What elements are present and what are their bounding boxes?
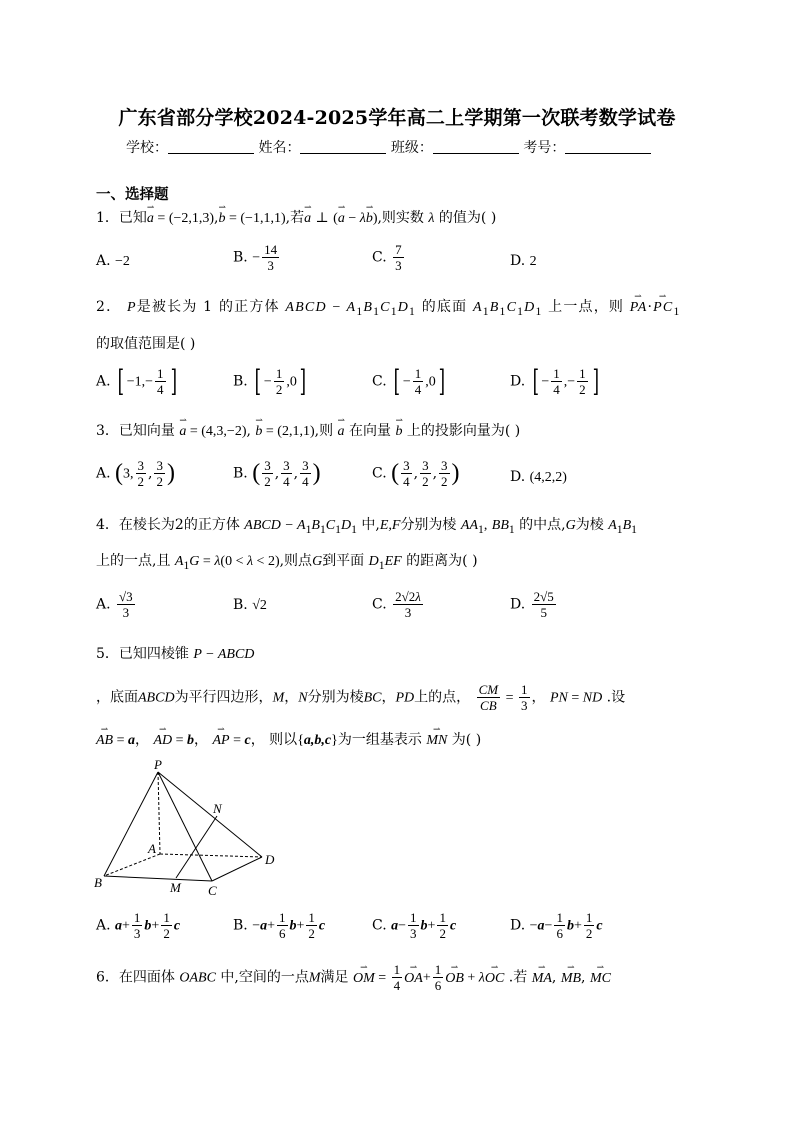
q1-option-c: C. $\frac{7}{3}$ (372, 242, 402, 273)
edge-pb (104, 772, 158, 876)
label-a: A (148, 841, 156, 856)
q1-option-d: D. 2 (510, 253, 537, 269)
edge-cd (212, 857, 262, 881)
school-blank (168, 139, 254, 154)
name-blank (300, 139, 386, 154)
exam-title: 广东省部分学校2024-2025学年高二上学期第一次联考数学试卷 (118, 107, 676, 129)
section-heading: 一、选择题 (96, 186, 169, 203)
student-info-row (126, 137, 651, 157)
school-label: 学校： (126, 140, 168, 156)
label-p: P (154, 757, 162, 772)
question-6-stem: 6．在四面体 OABC 中,空间的一点M满足 ⇀ OM = $\frac{1}{4}$ ⇀ OA+ $\frac{1}{6}$ ⇀ OB + λ⇀ OC .若 ⇀ MA, ⇀ MB, ⇀ MC (96, 962, 611, 993)
question-5-line1: 5．已知四棱锥 P − ABCD (96, 646, 255, 662)
q1-option-b: B. − $\frac{14}{3}$ (233, 242, 278, 273)
class-label: 班级： (390, 140, 433, 156)
q2-option-b: B. [ − $\frac{1}{2}$ ,0] (233, 363, 306, 399)
question-3-stem: 3．已知向量 ⇀ a = (4,3,−2), ⇀ b = (2,1,1),则 ⇀ a 在向量 ⇀ b 上的投影向量为( ) (96, 420, 520, 440)
q2-option-c: C. [ − $\frac{1}{4}$ ,0] (372, 363, 445, 399)
q2-option-a: A. [ −1,− $\frac{1}{4}$ ] (96, 363, 177, 399)
exam-no-blank (565, 139, 651, 154)
edge-ab (104, 854, 160, 876)
label-d: D (265, 852, 275, 867)
name-label: 姓名： (258, 140, 301, 156)
edge-pa (158, 772, 160, 854)
question-2-line1: 2． P是被长为 1 的正方体 ABCD − $A_1B_1C_1D_1$ 的底面 $A_1B_1C_1D_1$ 上一点，则 ⇀ PA·⇀ $PC_1$ (96, 296, 680, 318)
q3-option-b: B. ( $\frac{3}{2}$ , $\frac{3}{4}$ , $\frac{3}{4}$ ) (233, 458, 321, 489)
label-c: C (208, 883, 217, 896)
label-b: B (94, 875, 102, 890)
q5-option-d: D. −a− $\frac{1}{6}$ b+ $\frac{1}{2}$ c (510, 910, 603, 941)
label-n: N (213, 801, 222, 816)
question-1-stem: 1．已知⇀ a = (−2,1,3),⇀ b = (−1,1,1),若⇀ a ⊥ (⇀ a − λ⇀ b),则实数 λ 的值为( ) (96, 207, 496, 227)
q3-option-c: C. ( $\frac{3}{4}$ , $\frac{3}{2}$ , $\frac{3}{2}$ ) (372, 458, 460, 489)
question-4-line1: 4．在棱长为2的正方体 ABCD − $A_1B_1C_1D_1$ 中,E,F分别为棱 $AA_1$, $BB_1$ 的中点,G为棱 $A_1B_1$ (96, 517, 637, 536)
question-5-line2: ，底面ABCD为平行四边形，M，N分别为棱BC，PD上的点， $\frac{CM}{CB}$ = $\frac{1}{3}$ ， PN = ND .设 (96, 682, 626, 713)
q5-option-c: C. a− $\frac{1}{3}$ b+ $\frac{1}{2}$ c (372, 910, 457, 941)
q3-option-d: D. (4,2,2) (510, 469, 567, 485)
class-blank (433, 139, 519, 154)
q5-option-b: B. −a+ $\frac{1}{6}$ b+ $\frac{1}{2}$ c (233, 910, 326, 941)
q1-option-a: A. −2 (96, 253, 130, 269)
q4-option-a: A. $\frac{√3}{3}$ (96, 589, 133, 620)
q5-option-a: A. a+ $\frac{1}{3}$ b+ $\frac{1}{2}$ c (96, 910, 181, 941)
question-4-line2: 上的一点,且 $A_1G = \lambda(0 < \lambda < 2)$,则点G到平面 $D_1EF$ 的距离为( ) (96, 553, 478, 572)
exam-no-label: 考号： (523, 140, 566, 156)
question-5-line3: ⇀ AB = a， ⇀ AD = b， ⇀ AP = c， 则以{a,b,c}为一组基表示 ⇀ MN 为( ) (96, 729, 481, 749)
q4-option-c: C. $\frac{2√2\lambda}{3}$ (372, 589, 421, 620)
pyramid-figure (90, 756, 290, 896)
edge-mn (176, 816, 217, 878)
edge-pd (158, 772, 262, 857)
edge-ad (160, 854, 262, 857)
edge-bc (104, 876, 212, 881)
q2-option-d: D. [ − $\frac{1}{4}$ ,− $\frac{1}{2}$ ] (510, 363, 599, 399)
q4-option-b: B. √2 (233, 597, 267, 613)
label-m: M (170, 880, 181, 895)
question-2-line2: 的取值范围是( ) (96, 336, 196, 352)
q3-option-a: A. (3, $\frac{3}{2}$ , $\frac{3}{2}$ ) (96, 458, 175, 489)
q4-option-d: D. $\frac{2√5}{5}$ (510, 589, 554, 620)
